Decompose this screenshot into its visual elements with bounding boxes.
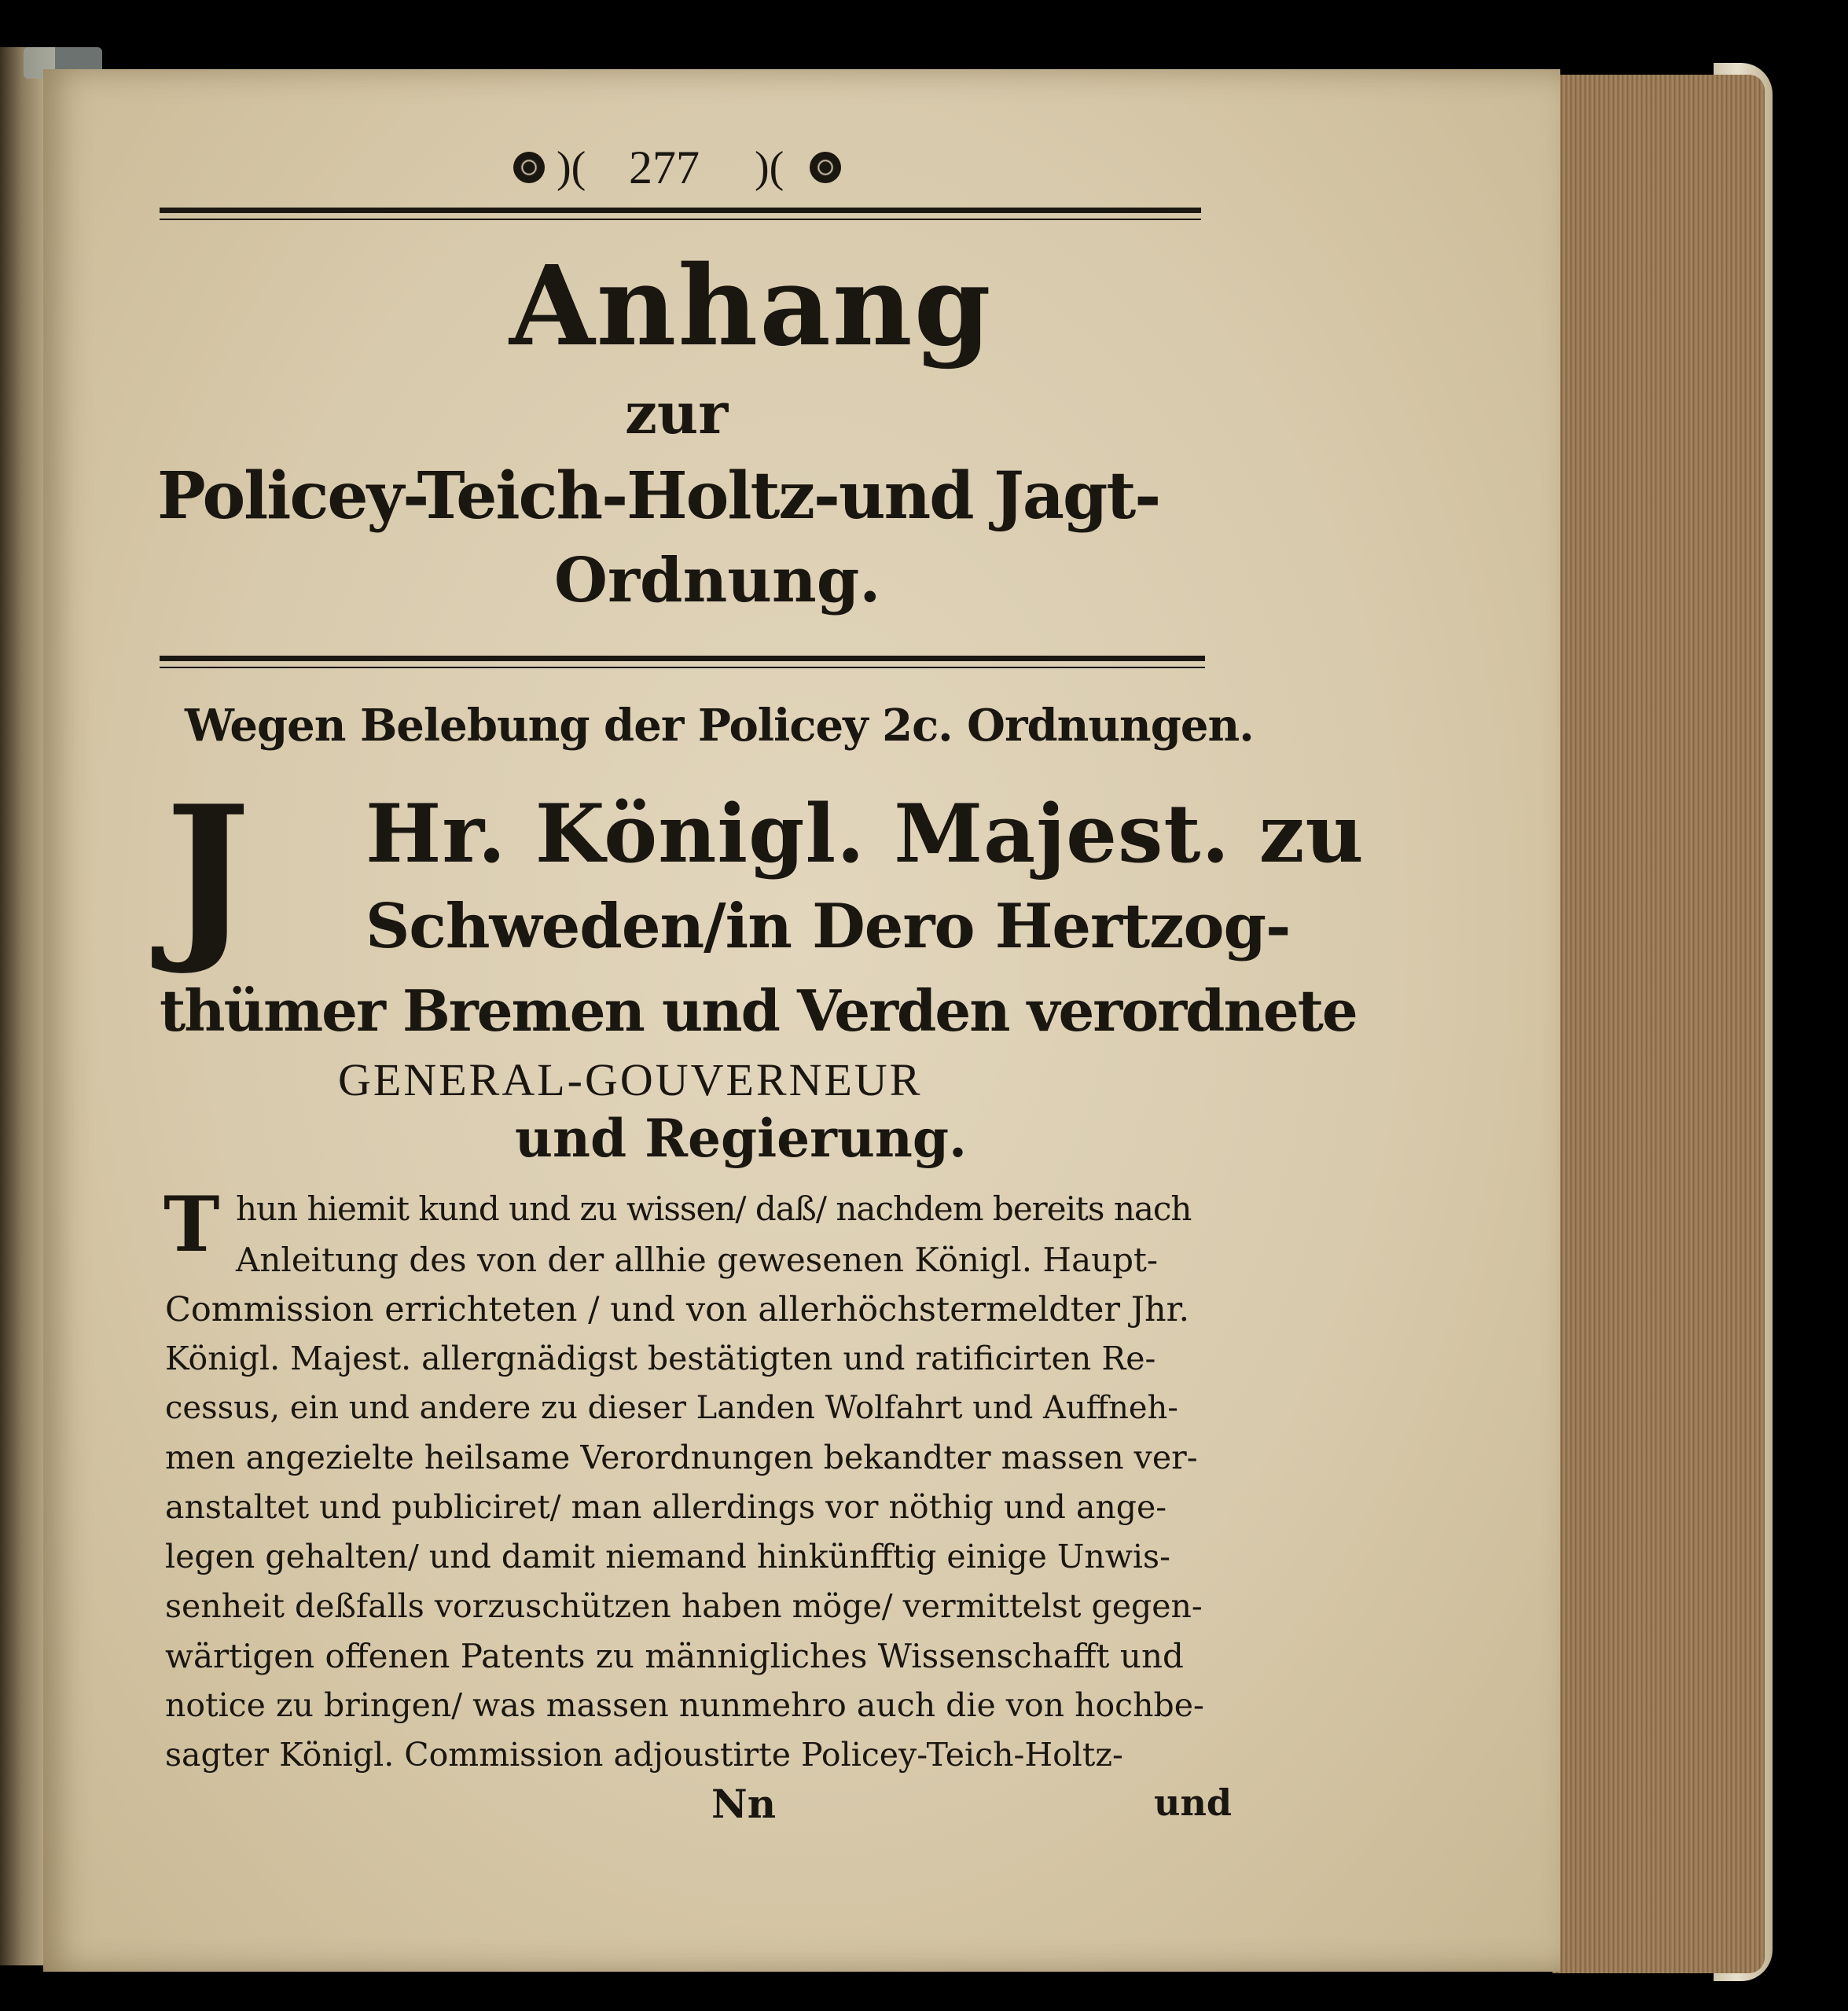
- title-line-zur: zur: [625, 380, 729, 447]
- decorative-dropcap: J: [165, 767, 251, 979]
- header-rule-thin: [160, 219, 1201, 220]
- title-line-ordnung: Ordnung.: [554, 545, 881, 616]
- header-rule: [160, 208, 1201, 213]
- body-line-5: cessus, ein und andere zu dieser Landen Wolfahrt und Auffneh-: [165, 1390, 1178, 1426]
- body-line-12: sagter Königl. Commission adjoustirte Policey-Teich-Holtz-: [165, 1736, 1123, 1774]
- body-line-2: Anleitung des von der allhie gewesenen Königl. Haupt-: [236, 1241, 1159, 1279]
- title: Anhang: [509, 242, 993, 371]
- body-line-1: hun hiemit kund und zu wissen/ daß/ nachdem bereits nach: [236, 1189, 1192, 1228]
- body-line-7: anstaltet und publiciret/ man allerdings vor nöthig und ange-: [165, 1488, 1167, 1526]
- section-rule-thin: [160, 667, 1205, 668]
- decree-line-3: thümer Bremen und Verden verordnete: [160, 977, 1357, 1044]
- decree-line-4: GENERAL-GOUVERNEUR: [338, 1054, 923, 1105]
- signature-mark: Nn: [711, 1781, 777, 1827]
- decree-line-2: Schweden/in Dero Hertzog-: [366, 891, 1291, 962]
- body-line-6: men angezielte heilsame Verordnungen bekandter massen ver-: [165, 1439, 1198, 1476]
- catchword: und: [1154, 1781, 1233, 1824]
- title-line-ordnung-names: Policey-Teich-Holtz-und Jagt-: [157, 458, 1160, 534]
- page-number: 277: [629, 142, 700, 193]
- body-line-10: wärtigen offenen Patents zu männigliches Wissenschafft und: [165, 1637, 1184, 1675]
- body-line-3: Commission errichteten / und von allerhöchstermeldter Jhr.: [165, 1290, 1190, 1329]
- ornament-left-icon: [513, 152, 545, 183]
- body-line-9: senheit deßfalls vorzuschützen haben möge/ vermittelst gegen-: [165, 1587, 1203, 1625]
- body-line-11: notice zu bringen/ was massen nunmehro auch die von hochbe-: [165, 1686, 1204, 1724]
- body-dropcap: T: [163, 1180, 220, 1269]
- body-line-8: legen gehalten/ und damit niemand hinkünfftig einige Unwis-: [165, 1538, 1170, 1575]
- page-edges: [1552, 75, 1765, 1973]
- section-heading: Wegen Belebung der Policey 2c. Ordnungen.: [185, 700, 1254, 752]
- section-rule: [160, 656, 1205, 661]
- decree-line-5: und Regierung.: [515, 1108, 968, 1169]
- ornament-right-icon: [810, 152, 841, 183]
- header-bracket-right: )(: [755, 143, 784, 192]
- body-line-4: Königl. Majest. allergnädigst bestätigten und ratificirten Re-: [165, 1340, 1156, 1377]
- header-bracket-left: )(: [557, 143, 586, 192]
- decree-line-1: Hr. Königl. Majest. zu: [366, 787, 1365, 881]
